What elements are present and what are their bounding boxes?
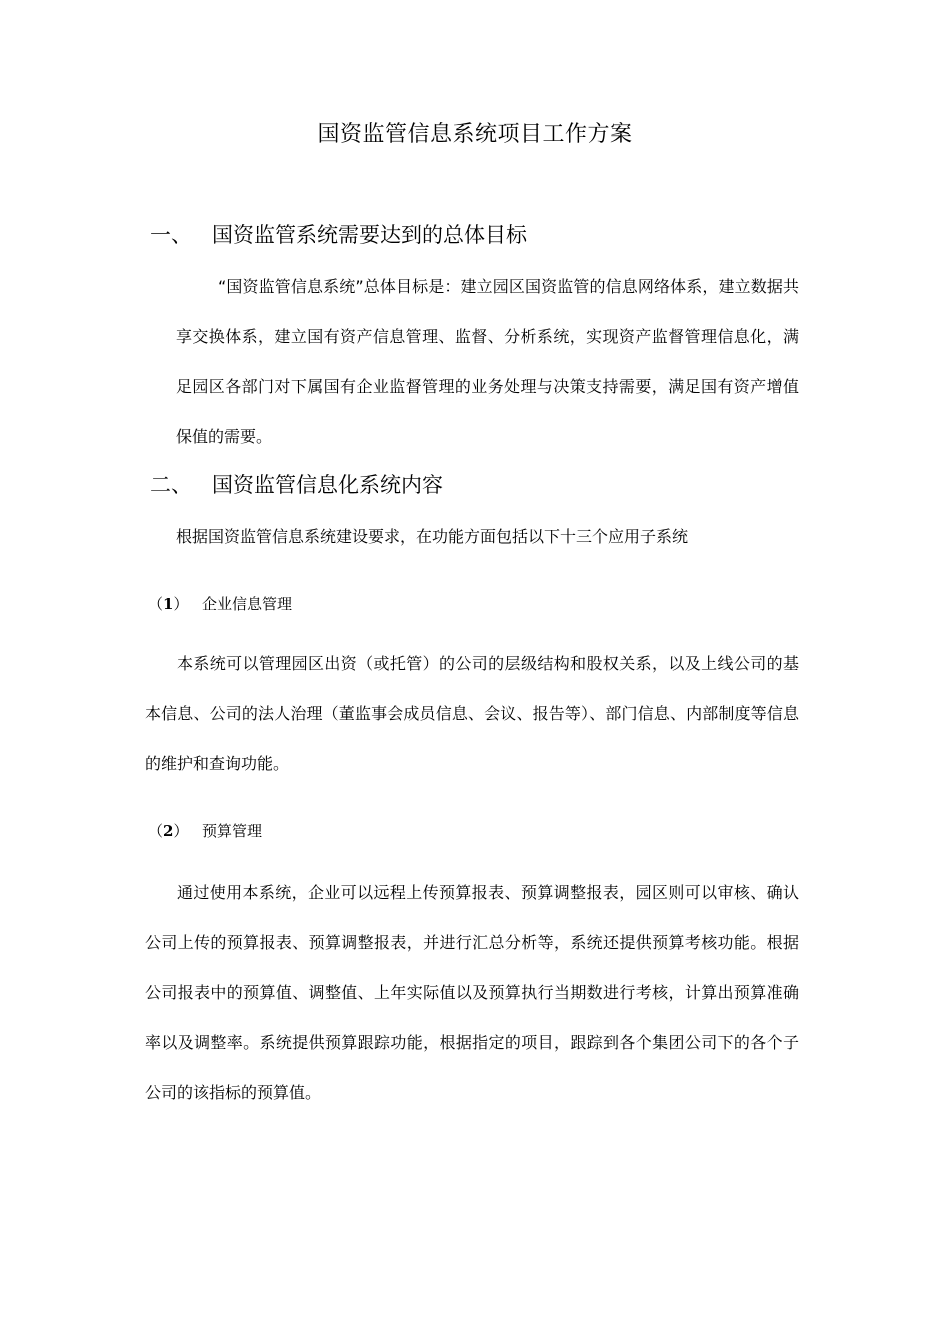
subsection-1-title: 企业信息管理 — [202, 595, 293, 613]
subsection-2-heading — [148, 819, 262, 843]
section-2-intro: 根据国资监管信息系统建设要求，在功能方面包括以下十三个应用子系统 — [176, 527, 689, 546]
subsection-1-heading — [148, 592, 292, 616]
section-2-number: 二、 — [150, 473, 192, 497]
subsection-2-paragraph: 通过使用本系统，企业可以远程上传预算报表、预算调整报表，园区则可以审核、确认公司上传的预算报表、预算调整报表，并进行汇总分析等，系统还提供预算考核功能。根据公司报表中的预算值、调整值、上年实际值以及预算执行当期数进行考核，计算出预算准确率以及调整率。系统提供预算跟踪功能，根据指定的项目，跟踪到各个集团公司下的各个子公司的该指标的预算值。 — [145, 883, 799, 1102]
section-2-heading — [150, 470, 443, 500]
document-title: 国资监管信息系统项目工作方案 — [317, 122, 633, 147]
subsection-1-number: （1） — [148, 595, 189, 613]
section-1-heading — [150, 220, 527, 250]
subsection-2-title: 预算管理 — [202, 822, 263, 840]
subsection-1-paragraph: 本系统可以管理园区出资（或托管）的公司的层级结构和股权关系，以及上线公司的基本信息、公司的法人治理（董监事会成员信息、会议、报告等）、部门信息、内部制度等信息的维护和查询功能。 — [145, 654, 799, 773]
section-1-number: 一、 — [150, 223, 192, 247]
section-2-title: 国资监管信息化系统内容 — [212, 473, 443, 497]
section-1-paragraph: “国资监管信息系统”总体目标是：建立园区国资监管的信息网络体系，建立数据共享交换体系，建立国有资产信息管理、监督、分析系统，实现资产监督管理信息化，满足园区各部门对下属国有企业监督管理的业务处理与决策支持需要，满足国有资产增值保值的需要。 — [176, 277, 799, 446]
subsection-2-number: （2） — [148, 822, 189, 840]
section-1-title: 国资监管系统需要达到的总体目标 — [212, 223, 527, 247]
